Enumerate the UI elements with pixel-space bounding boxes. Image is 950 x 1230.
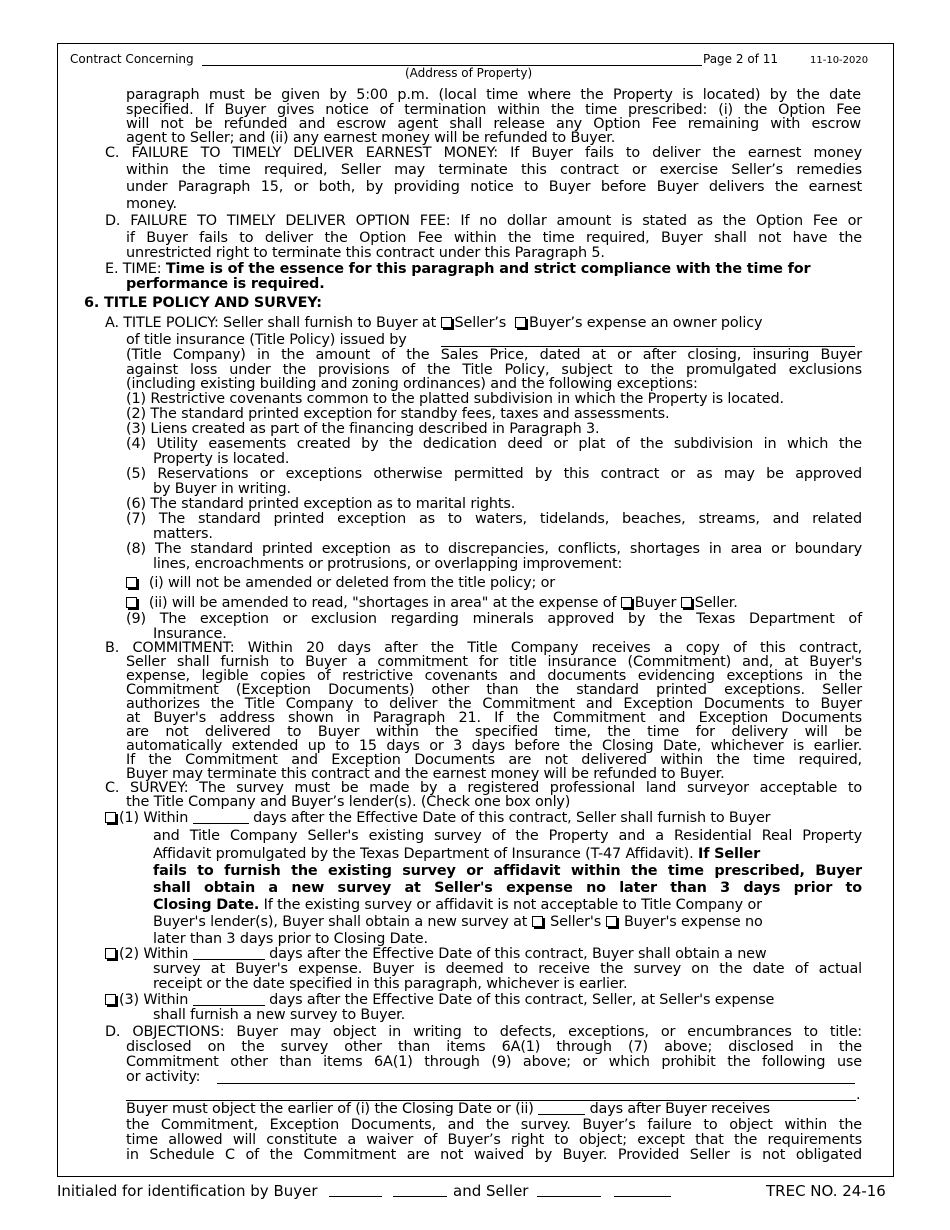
text-line: by Buyer in writing. <box>153 481 291 497</box>
survey-1-days-field[interactable] <box>193 811 249 824</box>
survey-option-1-line <box>105 811 863 826</box>
section-6d-heading: D. OBJECTIONS: Buyer may object in writing to defects, exceptions, or encumbrances to title: <box>105 1024 862 1040</box>
text-line: Commitment other than items 6A(1) through (9) above; or which prohibit the following use <box>126 1054 862 1070</box>
new-survey-buyers: Buyer's expense no <box>619 914 763 930</box>
period-mark: . <box>856 1087 861 1103</box>
closing-date-line <box>153 898 863 913</box>
text-line: later than 3 days prior to Closing Date. <box>153 931 428 947</box>
affidavit-text: Affidavit promulgated by the Texas Department of Insurance (T-47 Affidavit). <box>153 846 698 862</box>
exception-item: (2) The standard printed exception for standby fees, taxes and assessments. <box>126 406 670 422</box>
section-5e-line <box>105 262 863 277</box>
text-line: automatically extended up to 15 days or 3 days before the Closing Date, whichever is earlier. <box>126 738 862 754</box>
text-line: specified. If Buyer gives notice of termination within the time prescribed: (i) the Option Fee <box>126 102 861 118</box>
new-survey-text: Buyer's lender(s), Buyer shall obtain a new survey at <box>153 914 532 930</box>
text-line: authorizes the Title Company to deliver the Commitment and Exception Documents to Buyer <box>126 696 862 712</box>
footer-trec-number: TREC NO. 24-16 <box>766 1182 886 1200</box>
new-survey-sellers: Seller's <box>545 914 606 930</box>
text-line: If the Commitment and Exception Documents are not delivered within the time required, <box>126 752 862 768</box>
text-line-bold: fails to furnish the existing survey or affidavit within the time prescribed, Buyer <box>153 863 862 879</box>
new-survey-buyers-checkbox[interactable] <box>606 916 617 927</box>
text-line: are not delivered to Buyer within the specified time, the time for delivery will be <box>126 724 862 740</box>
text-line-bold: performance is required. <box>126 276 325 292</box>
section-6-heading: 6. TITLE POLICY AND SURVEY: <box>84 295 322 311</box>
exception-item: (5) Reservations or exceptions otherwise permitted by this contract or as may be approved <box>126 466 862 482</box>
survey-2-days-field[interactable] <box>193 947 265 960</box>
text-line: within the time required, Seller may terminate this contract or exercise Seller’s remedies <box>126 162 862 178</box>
text-line: if Buyer fails to deliver the Option Fee within the time required, Buyer shall not have the <box>126 230 862 246</box>
text-line: against loss under the provisions of the Title Policy, subject to the promulgated exclusions <box>126 362 862 378</box>
time-essence-bold: Time is of the essence for this paragraph and strict compliance with the time for <box>165 261 811 277</box>
seller-option: Seller. <box>694 595 738 611</box>
text-line: paragraph must be given by 5:00 p.m. (local time where the Property is located) by the date <box>126 87 861 103</box>
text-line: Seller shall furnish to Buyer a commitment for title insurance (Commitment) and, at Buyer's <box>126 654 862 670</box>
objection-days-field[interactable] <box>538 1102 585 1115</box>
section-5d-heading: D. FAILURE TO TIMELY DELIVER OPTION FEE: If no dollar amount is stated as the Option Fee or <box>105 213 862 229</box>
survey-option-2-text: days after the Effective Date of this contract, Buyer shall obtain a new <box>264 946 767 962</box>
buyers-option: Buyer’s expense an owner policy <box>529 315 763 331</box>
exception-item: (1) Restrictive covenants common to the platted subdivision in which the Property is located. <box>126 391 784 407</box>
text-line: Commitment (Exception Documents) other than the standard printed exceptions. Seller <box>126 682 862 698</box>
expense-seller-checkbox[interactable] <box>681 597 692 608</box>
objection-text-2: days after Buyer receives <box>585 1101 770 1117</box>
objection-line <box>126 1102 863 1117</box>
buyers-expense-checkbox[interactable] <box>515 317 526 328</box>
survey-option-3-label: (3) Within <box>119 992 193 1008</box>
text-line: or activity: <box>126 1069 201 1085</box>
exception-item: (8) The standard printed exception as to discrepancies, conflicts, shortages in area or boundary <box>126 541 862 557</box>
footer-and-seller: and Seller <box>453 1182 529 1200</box>
text-line: Buyer may terminate this contract and the earnest money will be refunded to Buyer. <box>126 766 725 782</box>
sellers-expense-checkbox[interactable] <box>441 317 452 328</box>
section-6a-label: A. TITLE POLICY: Seller shall furnish to Buyer at <box>105 315 441 331</box>
amended-checkbox[interactable] <box>126 597 137 608</box>
objection-text: Buyer must object the earlier of (i) the Closing Date or (ii) <box>126 1101 539 1117</box>
survey-option-1-text: days after the Effective Date of this contract, Seller shall furnish to Buyer <box>248 810 771 826</box>
section-6b-heading: B. COMMITMENT: Within 20 days after the Title Company receives a copy of this contract, <box>105 640 862 656</box>
header-page-number: Page 2 of 11 <box>703 52 778 66</box>
survey-option-2-label: (2) Within <box>119 946 193 962</box>
if-seller-bold: If Seller <box>697 846 761 862</box>
text-line: shall furnish a new survey to Buyer. <box>153 1007 406 1023</box>
section-6a-line <box>105 316 762 331</box>
exception-item: (4) Utility easements created by the dedication deed or plat of the subdivision in which the <box>126 436 862 452</box>
text-line: lines, encroachments or protrusions, or overlapping improvement: <box>153 556 623 572</box>
buyer-initial-2[interactable] <box>393 1196 447 1197</box>
exception-item: (7) The standard printed exception as to waters, tidelands, beaches, streams, and related <box>126 511 862 527</box>
buyer-option: Buyer <box>634 595 677 611</box>
header-address-caption: (Address of Property) <box>405 66 533 80</box>
text-line: unrestricted right to terminate this contract under this Paragraph 5. <box>126 245 605 261</box>
text-line: agent to Seller; and (ii) any earnest money will be refunded to Buyer. <box>126 130 616 146</box>
buyer-initial-1[interactable] <box>329 1196 382 1197</box>
sellers-option: Seller’s <box>454 315 507 331</box>
header-contract-concerning: Contract Concerning <box>70 52 194 66</box>
section-6c-heading: C. SURVEY: The survey must be made by a registered professional land surveyor acceptable to <box>105 780 862 796</box>
text-line: matters. <box>153 526 213 542</box>
text-line: (Title Company) in the amount of the Sales Price, dated at or after closing, insuring Buyer <box>126 347 862 363</box>
text-line-bold: shall obtain a new survey at Seller's expense no later than 3 days prior to <box>153 880 862 896</box>
text-line: will not be refunded and escrow agent shall release any Option Fee remaining with escrow <box>126 116 861 132</box>
exception-item: (6) The standard printed exception as to marital rights. <box>126 496 516 512</box>
new-survey-sellers-checkbox[interactable] <box>532 916 543 927</box>
option-8i-text: (i) will not be amended or deleted from the title policy; or <box>148 575 556 591</box>
exception-item: (3) Liens created as part of the financing described in Paragraph 3. <box>126 421 600 437</box>
footer-initialed-buyer: Initialed for identification by Buyer <box>57 1182 318 1200</box>
survey-option-2-line <box>105 947 863 962</box>
text-line: in Schedule C of the Commitment are not waived by Buyer. Provided Seller is not obligated <box>126 1147 862 1163</box>
survey-option-1-label: (1) Within <box>119 810 193 826</box>
exception-item: (9) The exception or exclusion regarding minerals approved by the Texas Department of <box>126 611 862 627</box>
survey-option-1-checkbox[interactable] <box>105 812 116 823</box>
header-form-date: 11-10-2020 <box>810 55 869 66</box>
text-line: Property is located. <box>153 451 290 467</box>
section-5c-heading: C. FAILURE TO TIMELY DELIVER EARNEST MONEY: If Buyer fails to deliver the earnest money <box>105 145 862 161</box>
text-line: (including existing building and zoning ordinances) and the following exceptions: <box>126 376 698 392</box>
survey-option-2-checkbox[interactable] <box>105 948 116 959</box>
use-activity-field[interactable] <box>217 1083 855 1084</box>
text-line: Insurance. <box>153 626 227 642</box>
text-line: and Title Company Seller's existing survey of the Property and a Residential Real Property <box>153 828 862 844</box>
text-line: receipt or the date specified in this paragraph, whichever is earlier. <box>153 976 628 992</box>
text-line: at Buyer's address shown in Paragraph 21. If the Commitment and Exception Documents <box>126 710 862 726</box>
text-line: of title insurance (Title Policy) issued by <box>126 332 407 348</box>
text-line: time allowed will constitute a waiver of Buyer’s right to object; except that the requirements <box>126 1132 862 1148</box>
survey-3-days-field[interactable] <box>193 993 265 1006</box>
closing-date-text: If the existing survey or affidavit is not acceptable to Title Company or <box>259 897 762 913</box>
section-5e-label: E. TIME: <box>105 261 166 277</box>
text-line: money. <box>126 196 177 212</box>
text-line: the Commitment, Exception Documents, and the survey. Buyer’s failure to object within the <box>126 1117 862 1133</box>
text-line: survey at Buyer's expense. Buyer is deemed to receive the survey on the date of actual <box>153 961 862 977</box>
seller-initial-2[interactable] <box>614 1196 671 1197</box>
survey-option-3-line <box>105 993 863 1008</box>
survey-option-3-checkbox[interactable] <box>105 994 116 1005</box>
survey-option-3-text: days after the Effective Date of this contract, Seller, at Seller's expense <box>264 992 775 1008</box>
option-8ii-line <box>126 596 738 611</box>
expense-buyer-checkbox[interactable] <box>621 597 632 608</box>
text-line: disclosed on the survey other than items 6A(1) through (7) above; disclosed in the <box>126 1039 862 1055</box>
option-8i-line <box>126 576 555 591</box>
seller-initial-1[interactable] <box>537 1196 601 1197</box>
text-line: under Paragraph 15, or both, by providing notice to Buyer before Buyer delivers the earnest <box>126 179 862 195</box>
text-line: expense, legible copies of restrictive covenants and documents evidencing exceptions in the <box>126 668 862 684</box>
affidavit-line <box>153 847 863 862</box>
text-line: the Title Company and Buyer’s lender(s). (Check one box only) <box>126 794 571 810</box>
new-survey-line <box>153 915 863 930</box>
not-amended-checkbox[interactable] <box>126 577 137 588</box>
option-8ii-text: (ii) will be amended to read, "shortages in area" at the expense of <box>148 595 621 611</box>
closing-date-bold: Closing Date. <box>153 897 260 913</box>
